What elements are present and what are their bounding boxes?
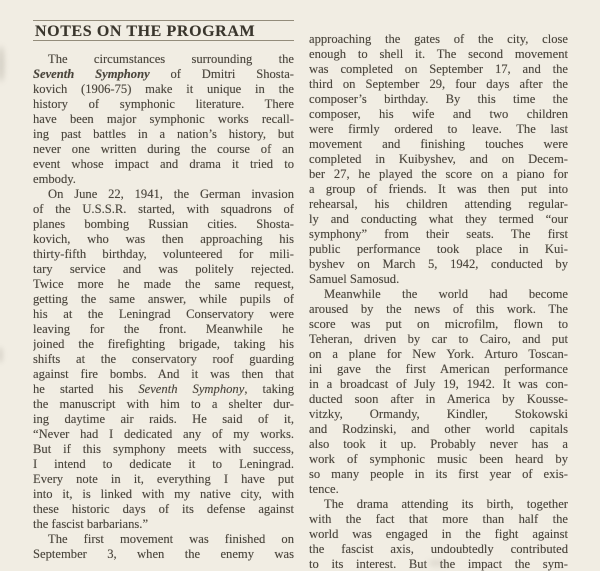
text-line: Twice more he made the same request,: [33, 277, 294, 291]
text-line: tence.: [309, 482, 339, 496]
text-line: planes bombing Russian cities. Shosta-: [33, 217, 294, 231]
text-line: getting the same answer, while pupils of: [33, 292, 294, 306]
text-line: the manuscript with him to a shelter dur-: [33, 397, 294, 411]
paragraph: [33, 532, 294, 562]
text-line: third on September 29, four days after the: [309, 77, 568, 91]
text-line: The first movement was finished on: [48, 532, 294, 546]
text-line: ber 27, he played the score on a piano for: [309, 167, 568, 181]
text-line: “Never had I dedicated any of my works.: [33, 427, 294, 441]
text-line: byshev on March 5, 1942, conducted by: [309, 257, 568, 271]
text-line: and Rodzinski, and other world capitals: [309, 422, 568, 436]
text-line: public performance took place in Kui-: [309, 242, 568, 256]
text-line: ly and conducting what they termed “our: [309, 212, 568, 226]
text-line: world was engaged in the fight against: [309, 527, 568, 541]
text-line: in a broadcast of July 19, 1942. It was con-: [309, 377, 568, 391]
text-line: I intend to dedicate it to Leningrad.: [33, 457, 294, 471]
text-line: work of symphonic music been heard by: [309, 452, 568, 466]
paragraph: [309, 287, 568, 497]
paragraph: [33, 187, 294, 532]
text-line: joined the firefighting brigade, taking his: [33, 337, 294, 351]
text-line: approaching the gates of the city, close: [309, 32, 568, 46]
text-line: kovich, who was then approaching his: [33, 232, 294, 246]
text-line: Meanwhile the world had become: [324, 287, 568, 301]
left-column-text: [33, 52, 294, 562]
text-line: history of symphonic literature. There: [33, 97, 294, 111]
right-column-text: [309, 32, 568, 571]
right-column: [309, 21, 568, 571]
text-line: ing daytime air raids. He said of it,: [33, 412, 294, 426]
paragraph: [309, 497, 568, 571]
text-line: were firmly ordered to leave. The last: [309, 122, 568, 136]
text-line: The drama attending its birth, together: [324, 497, 568, 511]
scan-artifact: [0, 46, 4, 82]
text-line: on a plane for New York. Arturo Toscan-: [309, 347, 568, 361]
text-line: rehearsal, his children attending regular-: [309, 197, 568, 211]
page-title: NOTES ON THE PROGRAM: [35, 23, 256, 40]
text-line: enough to shell it. The second movement: [309, 47, 568, 61]
text-line: embody.: [33, 172, 76, 186]
text-line: shifts at the conservatory roof guarding: [33, 352, 294, 366]
text-line: to its interest. But the impact the sym-: [309, 557, 568, 571]
text-line: these historic days of its defense against: [33, 502, 294, 516]
text-line: score was put on microfilm, flown to: [309, 317, 568, 331]
text-line: ducted soon after in America by Kousse-: [309, 392, 568, 406]
text-line: thirty-fifth birthday, volunteered for mili-: [33, 247, 294, 261]
scan-artifact: [0, 347, 3, 363]
text-line: was completed on September 17, and the: [309, 62, 568, 76]
text-line: never one written during the course of an: [33, 142, 294, 156]
text-line: ing past battles in a nation’s history, but: [33, 127, 294, 141]
paragraph: [309, 32, 568, 287]
text-line: his at the Leningrad Conservatory were: [33, 307, 294, 321]
text-line: composer’s birthday. By this time the: [309, 92, 568, 106]
left-column: [33, 20, 294, 562]
text-line: The circumstances surrounding the: [48, 52, 294, 66]
emphasized-text: Seventh Symphony: [33, 67, 150, 81]
text-line: September 3, when the enemy was: [33, 547, 294, 561]
text-line: On June 22, 1941, the German invasion: [48, 187, 294, 201]
text-line: he started his Seventh Symphony, taking: [33, 382, 294, 396]
text-line: completed in Kuibyshev, and on Decem-: [309, 152, 568, 166]
text-line: tary service and was politely rejected.: [33, 262, 294, 276]
text-line: But if this symphony meets with success,: [33, 442, 294, 456]
text-line: leaving for the front. Meanwhile he: [33, 322, 294, 336]
text-line: ini gave the first American performance: [309, 362, 568, 376]
text-line: with the fact that more than half the: [309, 512, 568, 526]
program-notes-header: [33, 20, 294, 41]
text-line: symphony” from their seats. The first: [309, 227, 568, 241]
text-line: the fascist axis, undoubtedly contributed: [309, 542, 568, 556]
text-line: aroused by the news of this work. The: [309, 302, 568, 316]
text-line: a group of friends. It was then put into: [309, 182, 568, 196]
text-line: Teheran, driven by car to Cairo, and put: [309, 332, 568, 346]
text-line: movement and finishing touches were: [309, 137, 568, 151]
text-line: kovich (1906-75) make it unique in the: [33, 82, 294, 96]
text-line: event whose impact and drama it tried to: [33, 157, 294, 171]
text-line: have been major symphonic works recall-: [33, 112, 294, 126]
emphasized-text: Seventh Symphony: [138, 382, 245, 396]
text-line: into it, is linked with my native city, with: [33, 487, 294, 501]
text-line: Seventh Symphony of Dmitri Shosta-: [33, 67, 294, 81]
text-line: Every note in it, everything I have put: [33, 472, 294, 486]
text-line: vitzky, Ormandy, Kindler, Stokowski: [309, 407, 568, 421]
text-line: so many people in its first year of exis-: [309, 467, 568, 481]
text-line: the fascist barbarians.”: [33, 517, 149, 531]
text-line: Samuel Samosud.: [309, 272, 400, 286]
text-line: composer, his wife and two children: [309, 107, 568, 121]
text-line: also took it up. Probably never has a: [309, 437, 568, 451]
text-line: against fire bombs. And it was then that: [33, 367, 294, 381]
paragraph: [33, 52, 294, 187]
text-line: of the U.S.S.R. started, with squadrons of: [33, 202, 294, 216]
